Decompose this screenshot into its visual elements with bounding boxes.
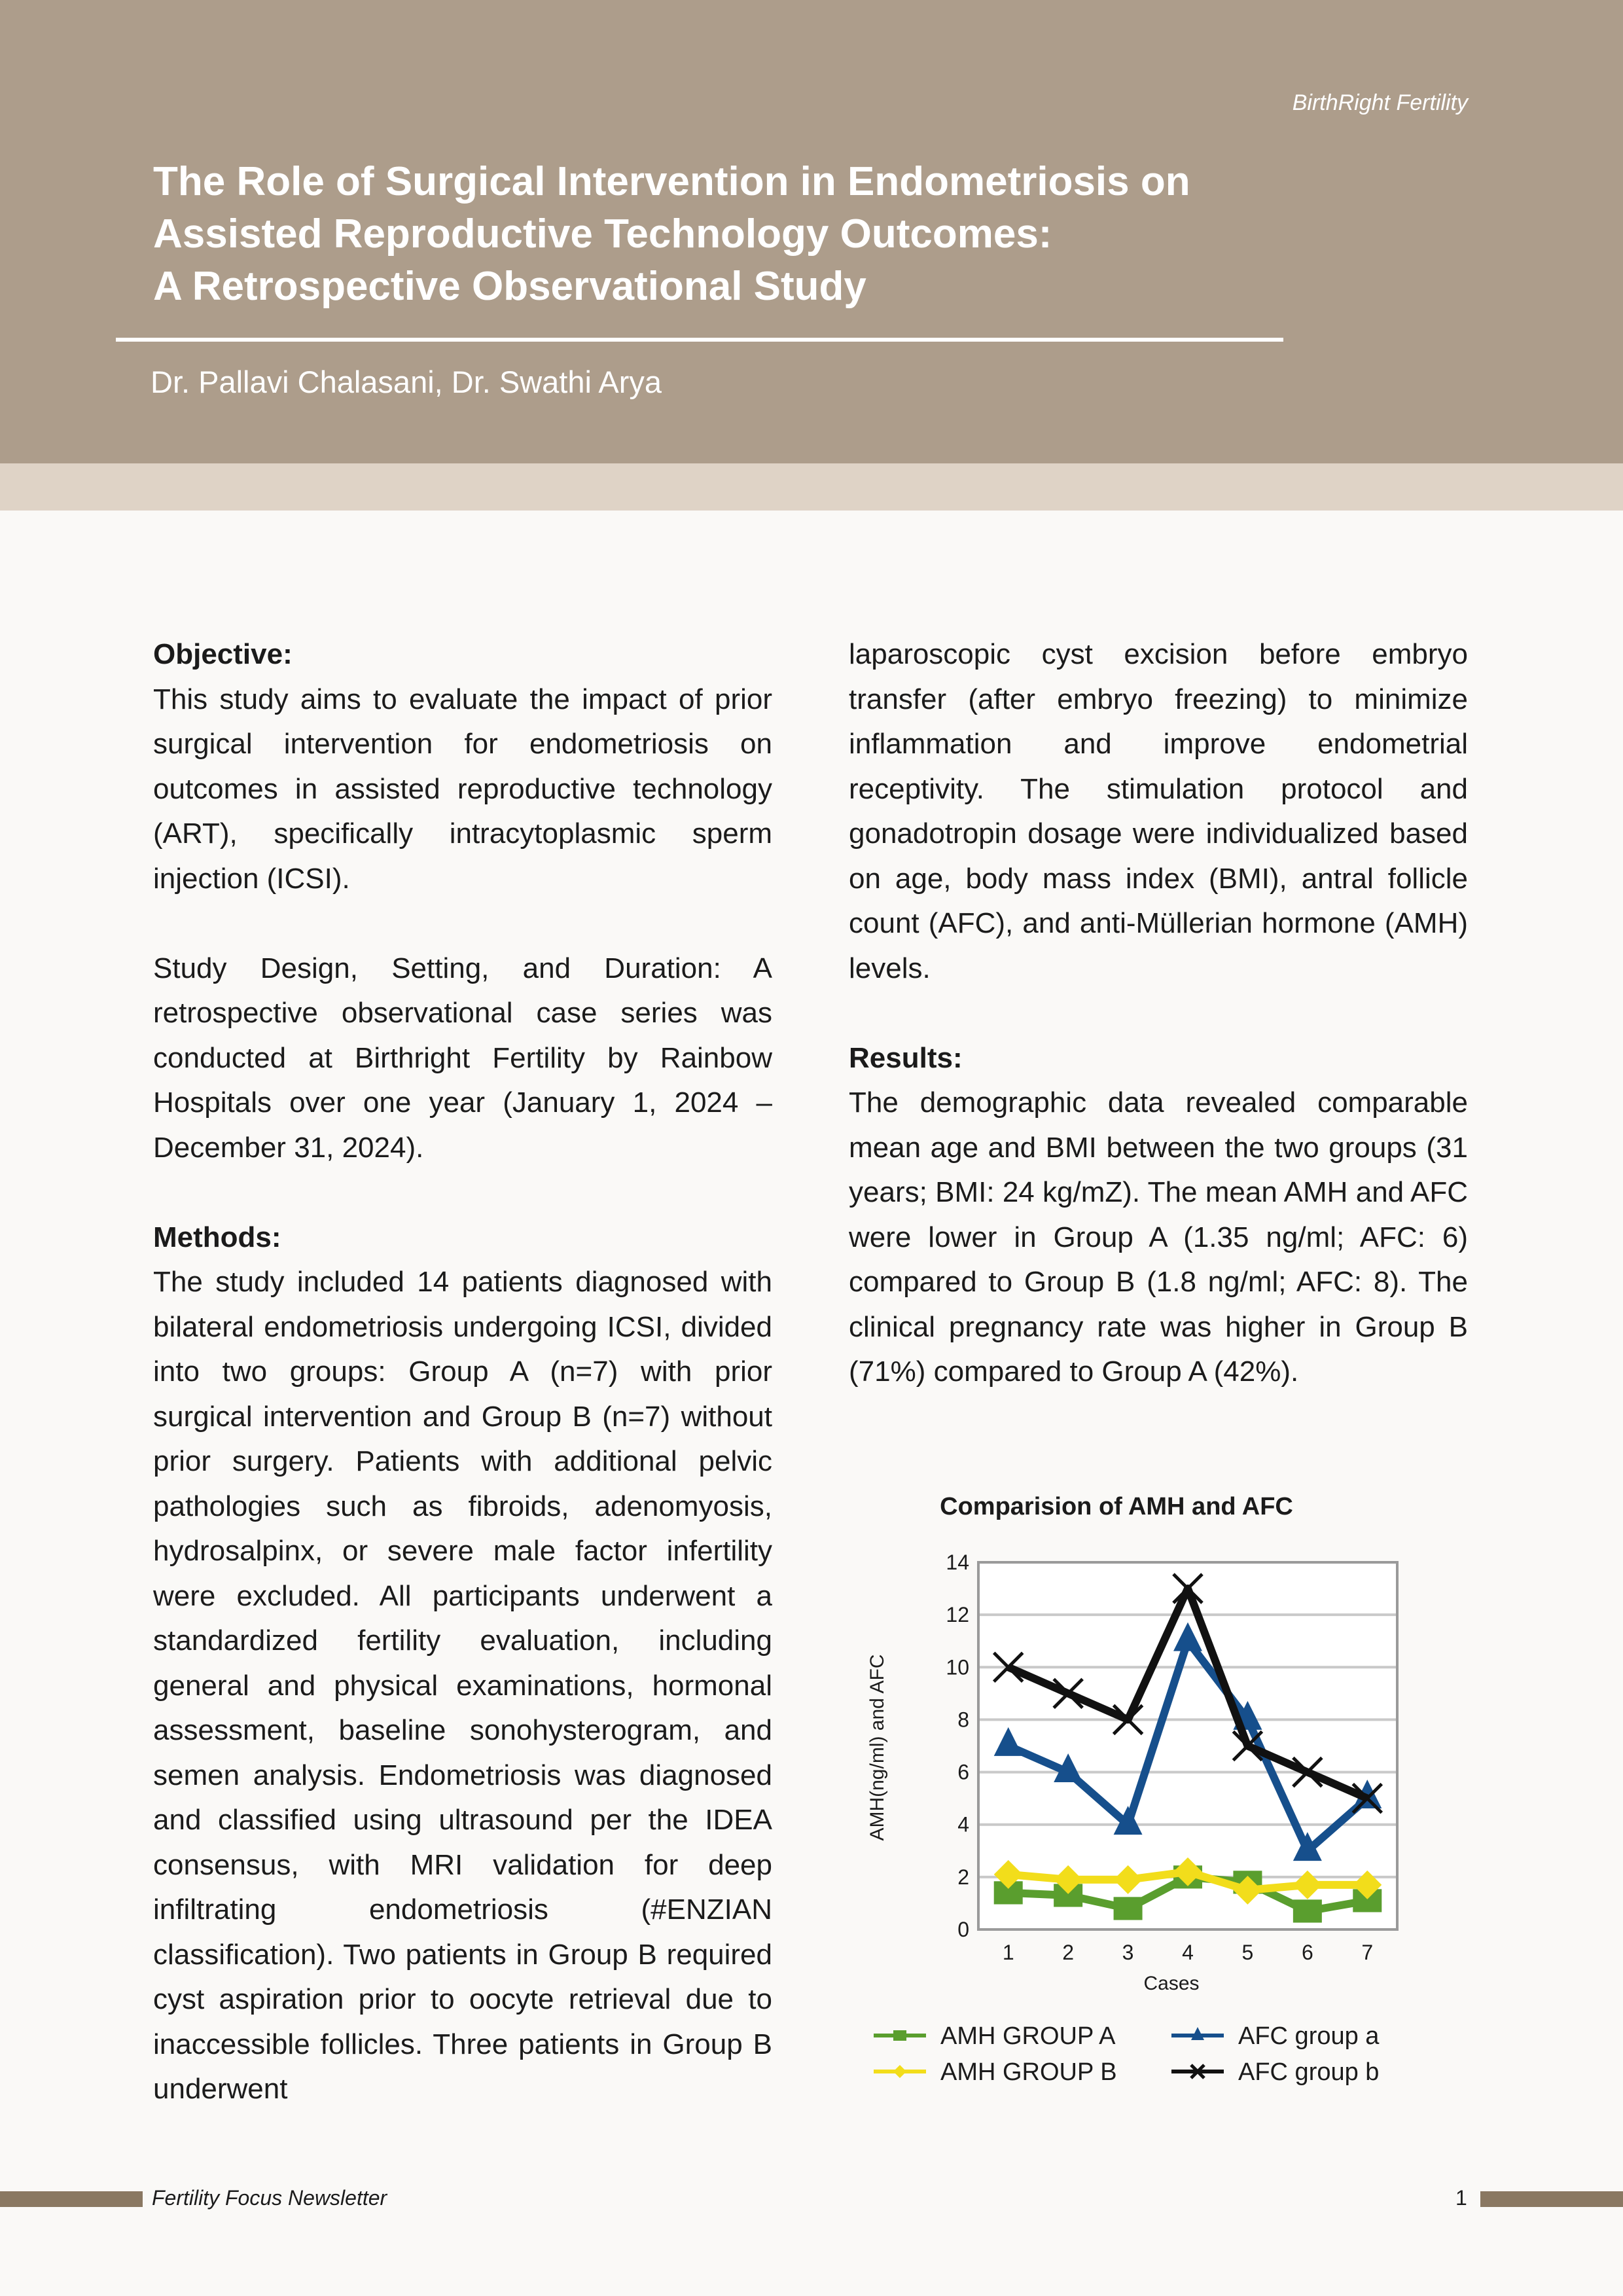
x-tick-label: 6 [1301,1941,1313,1964]
methods-continued-text: laparoscopic cyst excision before embryo transfer (after embryo freezing) to minimize inflammation and improve endometrial receptivity. The stimulation protocol and gonadotropin dosage were individualized based on age, body mass index (BMI), antral follicle count (AFC), and anti-Müllerian hormone (AMH) levels. [849,638,1468,984]
y-tick-label: 8 [957,1708,969,1732]
x-axis-label: Cases [1143,1973,1200,1994]
left-column [153,632,772,2112]
data-point [1293,1899,1322,1922]
header-accent-band [0,463,1623,511]
title-line: A Retrospective Observational Study [153,264,866,309]
legend-label: AMH GROUP A [940,2022,1116,2050]
y-axis-label: AMH(ng/ml) and AFC [866,1654,888,1841]
footer-bar-left [0,2191,143,2207]
chart-title: Comparision of AMH and AFC [940,1493,1293,1520]
y-tick-label: 12 [946,1603,969,1627]
authors: Dr. Pallavi Chalasani, Dr. Swathi Arya [151,365,662,399]
y-tick-label: 14 [946,1551,969,1574]
legend-label: AFC group b [1238,2058,1380,2086]
legend-label: AMH GROUP B [940,2058,1117,2086]
x-tick-label: 5 [1241,1941,1254,1964]
results-text: The demographic data revealed comparable mean age and BMI between the two groups (31 years; BMI: 24 kg/mZ). The mean AMH and AFC were lower in Group A (1.35 ng/ml; AFC: 6) compared to Group B (1.8 ng/ml; AFC: 8). The clinical pregnancy rate was higher in Group B (71%) compared to Group A (42%). [849,1086,1468,1388]
article-title [153,156,1266,313]
y-tick-label: 10 [946,1655,969,1679]
results-heading: Results: [849,1041,963,1074]
brand-name: BirthRight Fertility [1292,90,1468,115]
legend-swatch-marker [893,2030,906,2041]
right-column [849,632,1468,1395]
newsletter-name: Fertility Focus Newsletter [152,2186,387,2210]
title-divider [116,338,1283,342]
legend-swatch-marker [893,2065,906,2078]
x-tick-label: 7 [1361,1941,1374,1964]
chart-canvas [844,1486,1472,2114]
plot-area [946,1551,1397,1964]
x-tick-label: 4 [1182,1941,1194,1964]
footer-bar-right [1480,2191,1623,2207]
title-line: Assisted Reproductive Technology Outcomes: [153,211,1052,257]
title-line: The Role of Surgical Intervention in Endometriosis on [153,159,1190,204]
x-tick-label: 1 [1002,1941,1014,1964]
objective-text: This study aims to evaluate the impact of prior surgical intervention for endometriosis on outcomes in assisted reproductive technology (ART), specifically intracytoplasmic sperm injection (ICSI). [153,683,772,895]
y-tick-label: 0 [957,1918,969,1941]
y-tick-label: 4 [957,1812,969,1837]
objective-heading: Objective: [153,638,293,670]
methods-text: The study included 14 patients diagnosed with bilateral endometriosis undergoing ICSI, divided into two groups: Group A (n=7) with prior surgical intervention and Group B (n=7) without prior surgery. Patients with additional pelvic pathologies such as fibroids, adenomyosis, hydrosalpinx, or severe male factor infertility were excluded. All participants underwent a standardized fertility evaluation, including general and physical examinations, hormonal assessment, baseline sonohysterogram, and semen analysis. Endometriosis was diagnosed and classified using ultrasound per the IDEA consensus, with MRI validation for deep infiltrating endometriosis (#ENZIAN classification). Two patients in Group B required cyst aspiration prior to oocyte retrieval due to inaccessible follicles. Three patients in Group B underwent [153,1266,772,2105]
methods-heading: Methods: [153,1221,281,1253]
x-tick-label: 2 [1062,1941,1075,1964]
chart-legend [874,2022,1380,2086]
x-tick-label: 3 [1122,1941,1134,1964]
study-design-text: Study Design, Setting, and Duration: A retrospective observational case series was conducted at Birthright Fertility by Rainbow Hospitals over one year (January 1, 2024 – December 31, 2024). [153,952,772,1164]
amh-afc-chart [844,1486,1472,2114]
page-number: 1 [1455,2186,1467,2210]
data-point [1114,1897,1143,1920]
legend-label: AFC group a [1238,2022,1380,2050]
y-tick-label: 2 [957,1865,969,1889]
y-tick-label: 6 [957,1760,969,1784]
